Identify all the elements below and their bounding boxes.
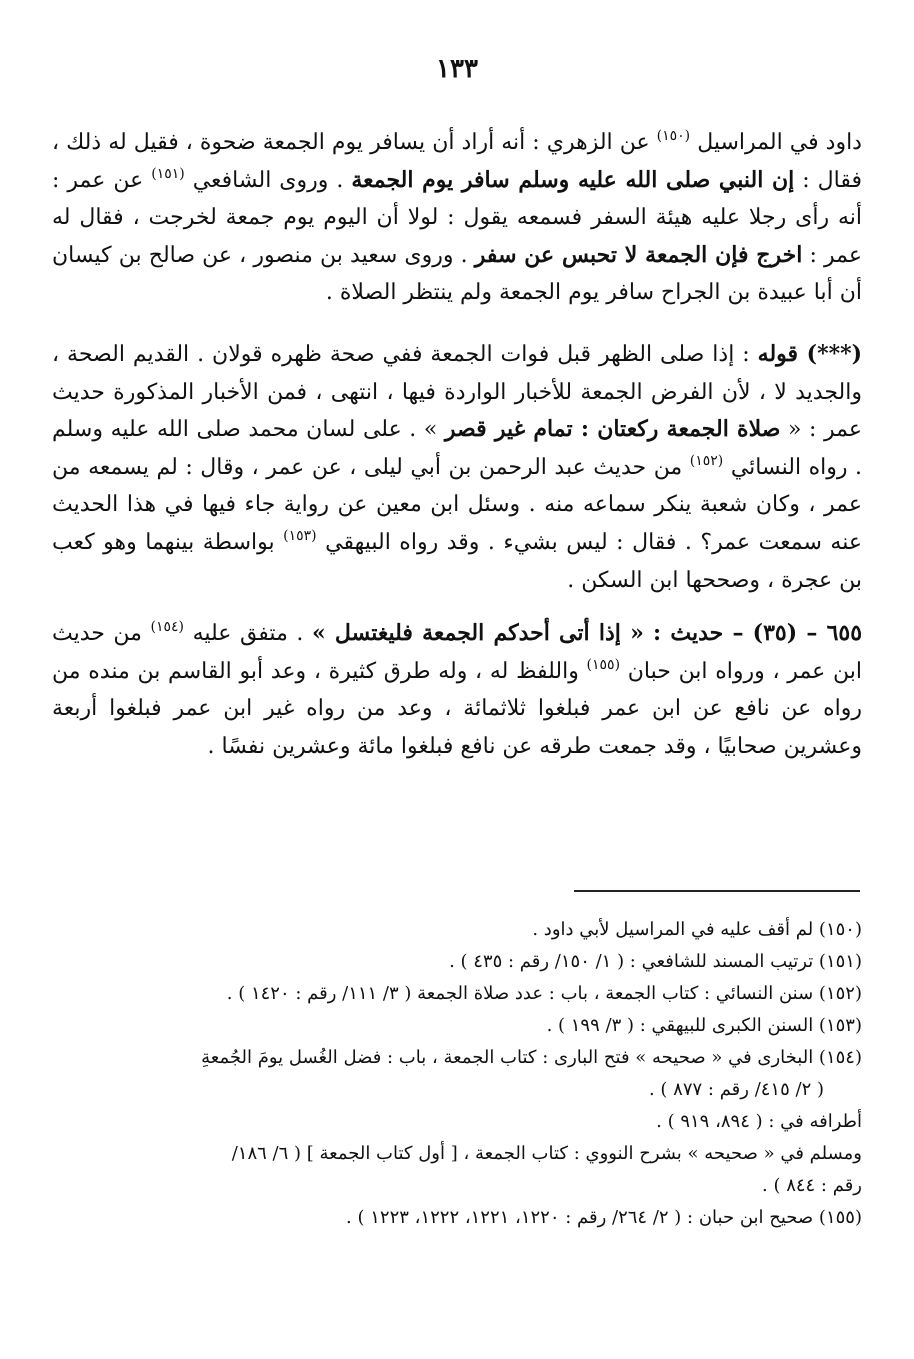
footnote-ref-152: (١٥٢): [689, 452, 724, 469]
text-span: من حديث ابن عمر ، ورواه ابن حبان: [52, 621, 862, 684]
footnote-ref-155: (١٥٥): [586, 656, 621, 673]
bold-quote: اخرج فإن الجمعة لا تحبس عن سفر: [474, 241, 803, 268]
bold-quote: صلاة الجمعة ركعتان : تمام غير قصر: [444, 416, 781, 443]
paragraph-1: [52, 124, 862, 312]
footnote-155: (١٥٥) صحيح ابن حبان : ( ٢/ ٢٦٤/ رقم : ١٢٢٠، ١٢٢١، ١٢٢٢، ١٢٢٣ ) .: [346, 1207, 862, 1228]
paragraph-3: [52, 615, 862, 765]
footnote-152: (١٥٢) سنن النسائي : كتاب الجمعة ، باب : عدد صلاة الجمعة ( ٣/ ١١١/ رقم : ١٤٢٠ ) .: [226, 983, 862, 1004]
footnote-ref-154: (١٥٤): [150, 619, 184, 636]
footnote-ref-153: (١٥٣): [283, 527, 317, 544]
footnote-154-line-5: رقم : ٨٤٤ ) .: [762, 1175, 862, 1196]
text-span: بواسطة بينهما وهو كعب بن عجرة ، وصححها ابن السكن .: [52, 529, 862, 593]
paragraph-lead: (***) قوله: [757, 340, 862, 367]
text-span: واللفظ له ، وله طرق كثيرة ، وعد أبو القاسم بن منده من رواه عن نافع عن ابن عمر فبلغوا ثلاثمائة ، وعد من رواه غير ابن عمر فبلغوا أربعة وعشرين صحابيًا ، وقد جمعت طرقه عن نافع فبلغوا مائة وعشرين نفسًا .: [52, 658, 862, 759]
footnote-separator: [574, 890, 860, 892]
text-span: . وروى سعيد بن منصور ، عن صالح بن كيسان أن أبا عبيدة بن الجراح سافر يوم الجمعة ولم ينتظر الصلاة .: [52, 242, 862, 306]
footnote-ref-150: (١٥٠): [656, 128, 691, 144]
footnote-154-line-4: ومسلم في « صحيحه » بشرح النووي : كتاب الجمعة ، [ أول كتاب الجمعة ] ( ٦/ ١٨٦/: [231, 1143, 862, 1164]
footnote-154-line-2: ( ٢/ ٤١٥/ رقم : ٨٧٧ ) .: [648, 1079, 824, 1100]
text-span: داود في المراسيل: [697, 130, 862, 155]
footnote-ref-151: (١٥١): [151, 165, 185, 182]
footnote-154-line-3: أطرافه في : ( ٨٩٤، ٩١٩ ) .: [656, 1111, 862, 1132]
footnote-154: (١٥٤) البخارى في « صحيحه » فتح البارى : كتاب الجمعة ، باب : فضل الغُسل يومَ الجُمعةِ: [201, 1047, 862, 1068]
footnote-151: (١٥١) ترتيب المسند للشافعي : ( ١/ ١٥٠/ رقم : ٤٣٥ ) .: [449, 951, 862, 972]
text-span: من حديث عبد الرحمن بن أبي ليلى ، عن عمر ، وقال : لم يسمعه من عمر ، وكان شعبة ينكر سماعه منه . وسئل ابن معين عن رواية جاء فيها في هذا الحديث عنه سمعت عمر؟ . فقال : ليس بشيء . وقد رواه البيهقي: [52, 454, 862, 555]
footnote-153: (١٥٣) السنن الكبرى للبيهقي : ( ٣/ ١٩٩ ) .: [546, 1015, 862, 1036]
bold-quote: إن النبي صلى الله عليه وسلم سافر يوم الجمعة: [351, 166, 795, 193]
main-text: [52, 124, 862, 766]
text-span: . وروى الشافعي: [192, 167, 352, 193]
paragraph-2: [52, 336, 862, 599]
page-number: ١٣٣: [436, 54, 478, 84]
text-span: : إذا صلى الظهر قبل فوات الجمعة ففي صحة ظهره قولان . القديم الصحة ، والجديد لا ، لأن الفرض الجمعة للأخبار الواردة فيها ، انتهى ، فمن الأخبار المذكورة حديث عمر : «: [52, 341, 862, 443]
text-span: » . على لسان محمد صلى الله عليه وسلم . رواه النسائي: [52, 417, 863, 480]
text-span: عن عمر : أنه رأى رجلا عليه هيئة السفر فسمعه يقول : لولا أن اليوم يوم جمعة لخرجت ، فقال له عمر :: [52, 167, 862, 268]
hadith-heading: ٦٥٥ – (٣٥) – حديث : « إذا أتى أحدكم الجمعة فليغتسل »: [311, 620, 863, 647]
footnotes: [42, 914, 862, 1234]
footnote-150: (١٥٠) لم أقف عليه في المراسيل لأبي داود .: [532, 919, 862, 940]
text-span: عن الزهري : أنه أراد أن يسافر يوم الجمعة ضحوة ، فقيل له ذلك ، فقال :: [52, 130, 862, 193]
text-span: . متفق عليه: [192, 621, 312, 647]
